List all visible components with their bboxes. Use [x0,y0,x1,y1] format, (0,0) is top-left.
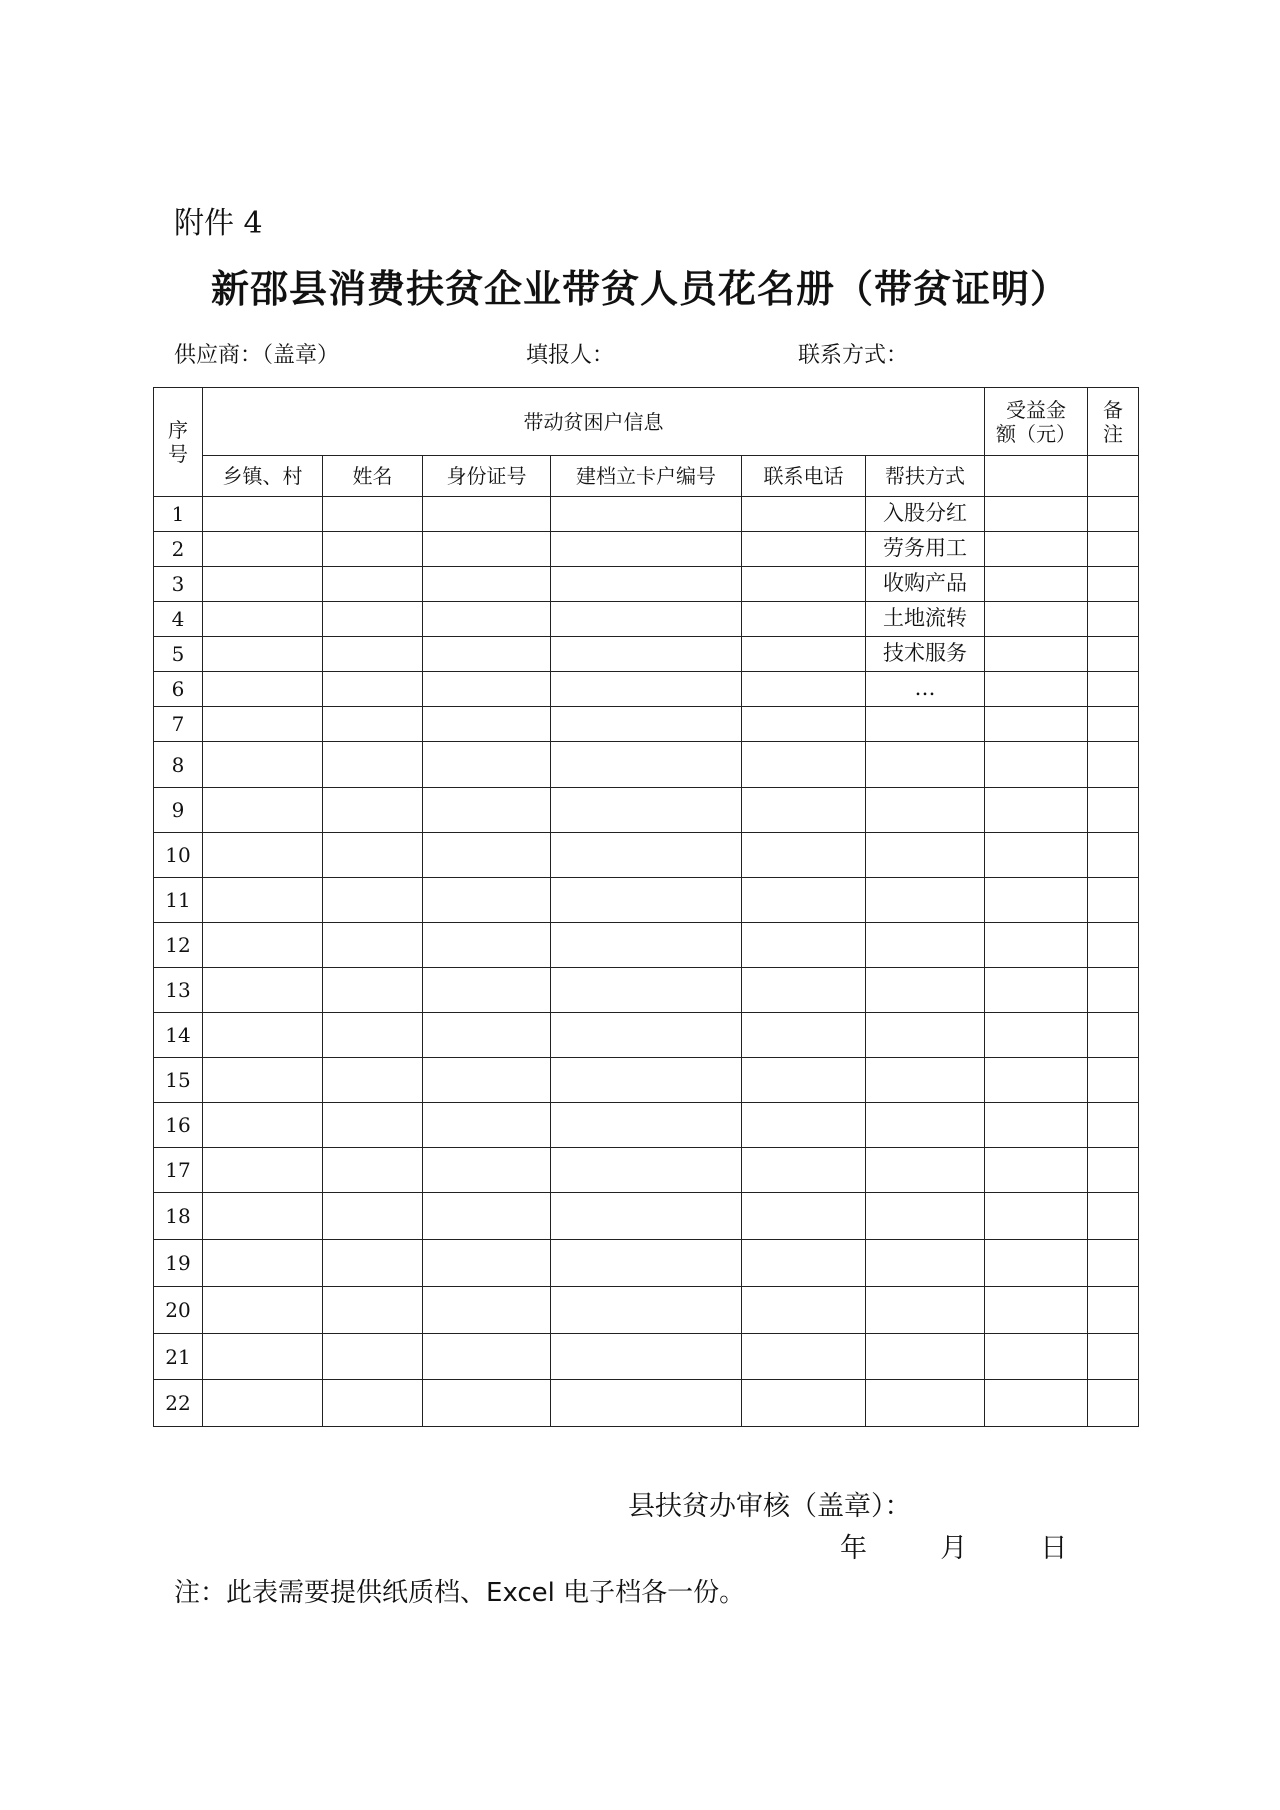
table-row [154,1103,1139,1148]
row-index: 19 [154,1240,203,1287]
row-index: 12 [154,923,203,968]
file-no-cell [551,742,742,788]
table-row [154,532,1139,567]
remark-cell [1088,878,1139,923]
row-index: 11 [154,878,203,923]
attachment-label: 附件 4 [174,206,263,241]
table-row [154,788,1139,833]
col-header-name: 姓名 [323,456,423,497]
remark-cell [1088,788,1139,833]
benefit-header-line: 额（元） [996,421,1076,446]
file-no-cell [551,532,742,567]
phone-cell [742,567,866,602]
table-row [154,923,1139,968]
table-row [154,1058,1139,1103]
file-no-cell [551,707,742,742]
remark-cell [1088,1240,1139,1287]
benefit-cell [985,1103,1088,1148]
name-cell [323,742,423,788]
help-method-cell: … [866,672,985,707]
name-cell [323,1380,423,1427]
col-header-help: 帮扶方式 [866,456,985,497]
page-title: 新邵县消费扶贫企业带贫人员花名册（带贫证明） [210,266,1069,311]
name-cell [323,1240,423,1287]
index-header [154,388,203,497]
name-cell [323,672,423,707]
help-method-cell [866,1148,985,1193]
supplier-label: 供应商：（盖章） [174,343,340,368]
col-header-file-no: 建档立卡户编号 [551,456,742,497]
month-label: 月 [940,1533,968,1564]
name-cell [323,1103,423,1148]
help-method-cell [866,742,985,788]
phone-cell [742,1103,866,1148]
phone-cell [742,672,866,707]
row-index: 10 [154,833,203,878]
name-cell [323,497,423,532]
benefit-cell [985,1240,1088,1287]
town-cell [203,878,323,923]
table-row [154,602,1139,637]
help-method-cell [866,1380,985,1427]
id-cell [423,532,551,567]
help-method-cell [866,707,985,742]
name-cell [323,637,423,672]
table-row [154,1380,1139,1427]
table-row [154,1148,1139,1193]
benefit-header-line: 受益金 [1006,397,1066,422]
benefit-cell [985,567,1088,602]
filler-label: 填报人： [526,343,615,368]
benefit-cell [985,1058,1088,1103]
town-cell [203,1013,323,1058]
table-row [154,1334,1139,1380]
id-cell [423,923,551,968]
remark-cell [1088,923,1139,968]
review-label: 县扶贫办审核（盖章）： [628,1491,912,1522]
col-header-id: 身份证号 [423,456,551,497]
benefit-cell [985,1287,1088,1334]
remark-cell [1088,1287,1139,1334]
phone-cell [742,833,866,878]
row-index: 7 [154,707,203,742]
remark-cell [1088,1380,1139,1427]
phone-cell [742,1148,866,1193]
town-cell [203,833,323,878]
town-cell [203,1103,323,1148]
remark-cell [1088,567,1139,602]
name-cell [323,1193,423,1240]
benefit-cell [985,497,1088,532]
town-cell [203,1240,323,1287]
name-cell [323,1334,423,1380]
file-no-cell [551,1193,742,1240]
table-row [154,968,1139,1013]
phone-cell [742,1058,866,1103]
town-cell [203,1193,323,1240]
name-cell [323,788,423,833]
table-row [154,1240,1139,1287]
name-cell [323,1148,423,1193]
town-cell [203,567,323,602]
file-no-cell [551,788,742,833]
town-cell [203,672,323,707]
remark-header-line: 注 [1103,421,1123,446]
benefit-header [985,388,1088,456]
file-no-cell [551,1103,742,1148]
phone-cell [742,1287,866,1334]
row-index: 8 [154,742,203,788]
id-cell [423,1058,551,1103]
help-method-cell [866,833,985,878]
table-row [154,1013,1139,1058]
name-cell [323,602,423,637]
contact-label: 联系方式： [798,343,909,368]
benefit-cell [985,788,1088,833]
benefit-cell [985,833,1088,878]
remark-header [1088,388,1139,456]
remark-cell [1088,1193,1139,1240]
benefit-cell [985,637,1088,672]
name-cell [323,1013,423,1058]
town-cell [203,707,323,742]
id-cell [423,567,551,602]
col-header-town: 乡镇、村 [203,456,323,497]
id-cell [423,742,551,788]
id-cell [423,1240,551,1287]
benefit-cell [985,1380,1088,1427]
table-row [154,637,1139,672]
remark-cell [1088,637,1139,672]
benefit-cell [985,1193,1088,1240]
remark-cell [1088,833,1139,878]
benefit-cell [985,456,1088,497]
phone-cell [742,1380,866,1427]
id-cell [423,1013,551,1058]
help-method-cell [866,1193,985,1240]
phone-cell [742,968,866,1013]
row-index: 21 [154,1334,203,1380]
town-cell [203,788,323,833]
help-method-cell: 土地流转 [866,602,985,637]
roster-table [153,387,1139,1427]
remark-cell [1088,672,1139,707]
footnote-excel: Excel [486,1578,555,1608]
phone-cell [742,1013,866,1058]
file-no-cell [551,602,742,637]
id-cell [423,788,551,833]
remark-cell [1088,1103,1139,1148]
remark-header-line: 备 [1103,397,1123,422]
help-method-cell [866,1287,985,1334]
remark-cell [1088,968,1139,1013]
town-cell [203,1287,323,1334]
file-no-cell [551,1240,742,1287]
index-header-line: 号 [168,442,188,466]
remark-cell [1088,1013,1139,1058]
help-method-cell: 技术服务 [866,637,985,672]
file-no-cell [551,923,742,968]
file-no-cell [551,968,742,1013]
benefit-cell [985,968,1088,1013]
file-no-cell [551,1013,742,1058]
id-cell [423,1334,551,1380]
table-row [154,878,1139,923]
id-cell [423,602,551,637]
help-method-cell: 入股分红 [866,497,985,532]
file-no-cell [551,497,742,532]
help-method-cell [866,878,985,923]
help-method-cell [866,1058,985,1103]
phone-cell [742,878,866,923]
phone-cell [742,788,866,833]
id-cell [423,1380,551,1427]
town-cell [203,532,323,567]
row-index: 2 [154,532,203,567]
id-cell [423,672,551,707]
id-cell [423,1148,551,1193]
row-index: 3 [154,567,203,602]
name-cell [323,707,423,742]
town-cell [203,968,323,1013]
date-line [840,1526,1067,1565]
table-row [154,567,1139,602]
town-cell [203,923,323,968]
phone-cell [742,707,866,742]
id-cell [423,968,551,1013]
phone-cell [742,1240,866,1287]
index-header-line: 序 [168,418,188,442]
benefit-cell [985,672,1088,707]
remark-cell [1088,707,1139,742]
benefit-cell [985,742,1088,788]
help-method-cell: 收购产品 [866,567,985,602]
footnote-prefix: 注：此表需要提供纸质档、 [174,1578,487,1608]
name-cell [323,833,423,878]
remark-cell [1088,1058,1139,1103]
town-cell [203,1058,323,1103]
table-row [154,833,1139,878]
remark-cell [1088,602,1139,637]
benefit-cell [985,1148,1088,1193]
benefit-cell [985,707,1088,742]
phone-cell [742,602,866,637]
help-method-cell [866,1240,985,1287]
id-cell [423,707,551,742]
row-index: 22 [154,1380,203,1427]
row-index: 9 [154,788,203,833]
file-no-cell [551,1334,742,1380]
town-cell [203,602,323,637]
row-index: 18 [154,1193,203,1240]
help-method-cell: 劳务用工 [866,532,985,567]
row-index: 6 [154,672,203,707]
id-cell [423,878,551,923]
row-index: 20 [154,1287,203,1334]
file-no-cell [551,1058,742,1103]
row-index: 5 [154,637,203,672]
footnote-suffix: 电子档各一份。 [554,1578,746,1608]
row-index: 17 [154,1148,203,1193]
row-index: 15 [154,1058,203,1103]
help-method-cell [866,923,985,968]
file-no-cell [551,1148,742,1193]
phone-cell [742,497,866,532]
table-row [154,672,1139,707]
file-no-cell [551,1380,742,1427]
town-cell [203,497,323,532]
file-no-cell [551,833,742,878]
phone-cell [742,742,866,788]
remark-cell [1088,1334,1139,1380]
phone-cell [742,637,866,672]
town-cell [203,637,323,672]
town-cell [203,742,323,788]
remark-cell [1088,497,1139,532]
town-cell [203,1334,323,1380]
row-index: 4 [154,602,203,637]
benefit-cell [985,602,1088,637]
row-index: 16 [154,1103,203,1148]
id-cell [423,497,551,532]
row-index: 1 [154,497,203,532]
name-cell [323,968,423,1013]
phone-cell [742,532,866,567]
phone-cell [742,1193,866,1240]
name-cell [323,923,423,968]
name-cell [323,1287,423,1334]
id-cell [423,637,551,672]
year-label: 年 [840,1533,867,1564]
table-row [154,707,1139,742]
col-header-phone: 联系电话 [742,456,866,497]
help-method-cell [866,788,985,833]
row-index: 13 [154,968,203,1013]
id-cell [423,833,551,878]
benefit-cell [985,878,1088,923]
table-row [154,742,1139,788]
town-cell [203,1380,323,1427]
name-cell [323,1058,423,1103]
name-cell [323,532,423,567]
help-method-cell [866,1334,985,1380]
help-method-cell [866,968,985,1013]
name-cell [323,878,423,923]
benefit-cell [985,1013,1088,1058]
phone-cell [742,923,866,968]
benefit-cell [985,1334,1088,1380]
file-no-cell [551,1287,742,1334]
phone-cell [742,1334,866,1380]
file-no-cell [551,878,742,923]
table-row [154,1193,1139,1240]
id-cell [423,1287,551,1334]
town-cell [203,1148,323,1193]
file-no-cell [551,567,742,602]
remark-cell [1088,742,1139,788]
remark-cell [1088,532,1139,567]
benefit-cell [985,923,1088,968]
benefit-cell [985,532,1088,567]
row-index: 14 [154,1013,203,1058]
id-cell [423,1103,551,1148]
remark-cell [1088,1148,1139,1193]
name-cell [323,567,423,602]
day-label: 日 [1040,1533,1068,1564]
table-row [154,1287,1139,1334]
footnote [174,1572,745,1609]
group-header: 带动贫困户信息 [203,388,985,456]
file-no-cell [551,637,742,672]
id-cell [423,1193,551,1240]
table-row [154,497,1139,532]
help-method-cell [866,1103,985,1148]
remark-cell [1088,456,1139,497]
file-no-cell [551,672,742,707]
help-method-cell [866,1013,985,1058]
